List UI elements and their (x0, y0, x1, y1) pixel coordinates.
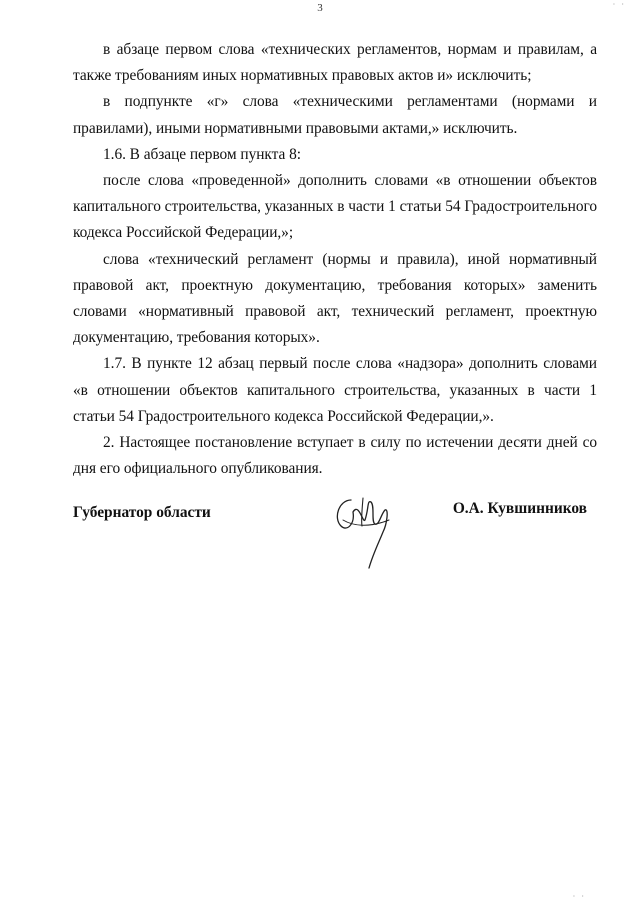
scan-artifact-mark: · · (572, 892, 586, 901)
paragraph: в подпункте «г» слова «техническими регламентами (нормами и правилами), иными нормативными правовыми актами,» исключить. (73, 93, 597, 137)
page-number: 3 (317, 2, 323, 14)
signature-block (73, 500, 597, 610)
paragraph: 1.7. В пункте 12 абзац первый после слова «надзора» дополнить словами «в отношении объектов капитального строительства, указанных в части 1 статьи 54 Градостроительного кодекса Российской Федерации,». (73, 355, 597, 425)
document-body (73, 37, 597, 482)
paragraph: 2. Настоящее постановление вступает в силу по истечении десяти дней со дня его официального опубликования. (73, 434, 597, 478)
scan-artifact-mark: · · (612, 0, 626, 9)
handwritten-signature-icon (329, 490, 399, 580)
paragraph: 1.6. В абзаце первом пункта 8: (103, 145, 301, 163)
paragraph: в абзаце первом слова «технических регламентов, нормам и правилам, а также требованиям иных нормативных правовых актов и» исключить; (73, 41, 597, 85)
paragraph: слова «технический регламент (нормы и правила), иной нормативный правовой акт, проектную документацию, требования которых» заменить словами «нормативный правовой акт, технический регламент, проектную документацию, требования которых». (73, 250, 597, 347)
signatory-title: Губернатор области (73, 504, 211, 521)
paragraph: после слова «проведенной» дополнить словами «в отношении объектов капитального строительства, указанных в части 1 статьи 54 Градостроительного кодекса Российской Федерации,»; (73, 172, 598, 242)
signatory-name: О.А. Кувшинников (452, 500, 587, 517)
